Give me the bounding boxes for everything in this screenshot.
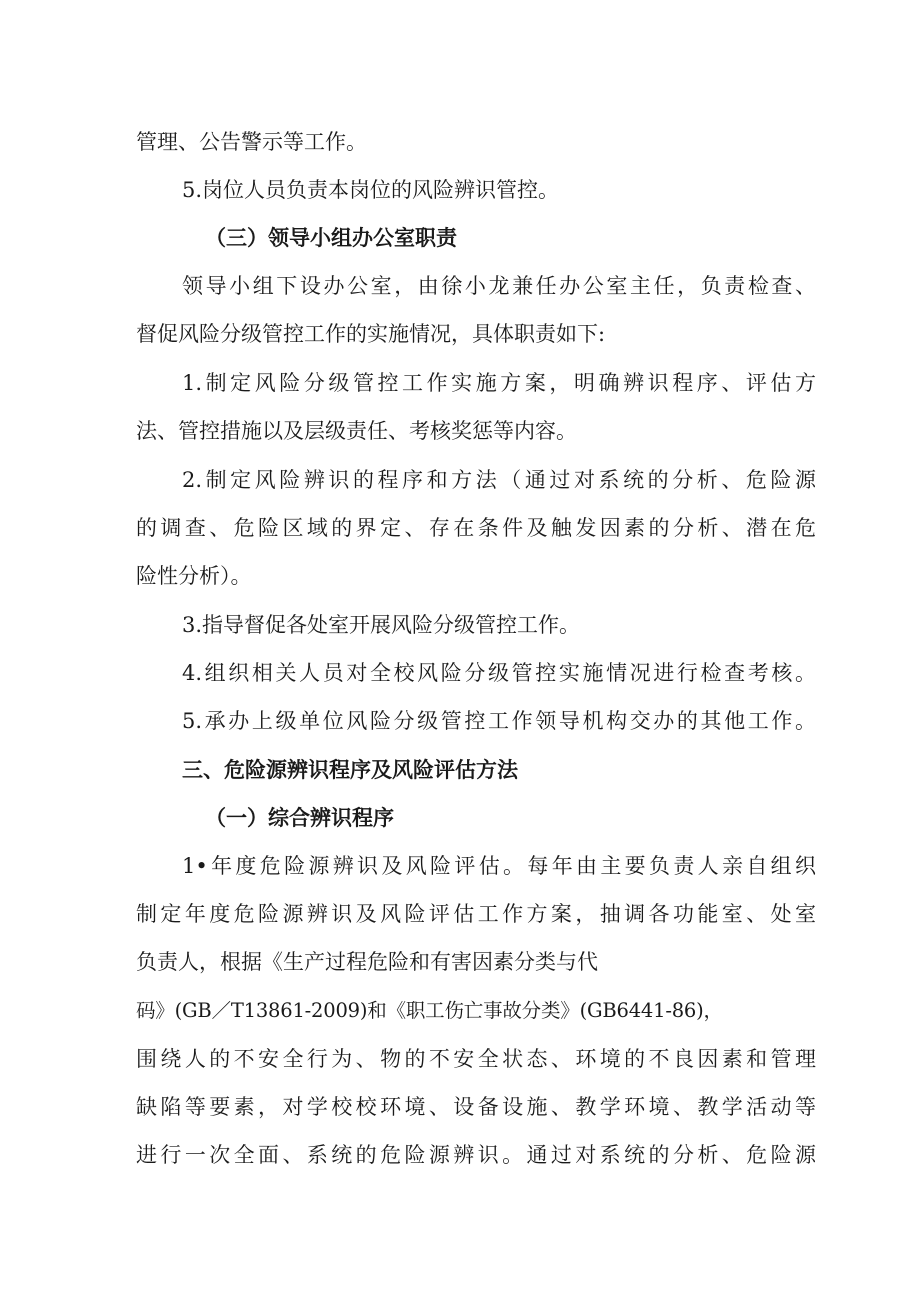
list-item: 4.组织相关人员对全校风险分级管控实施情况进行检查考核。 [182, 661, 816, 685]
paragraph-line: 管理、公告警示等工作。 [136, 130, 367, 154]
paragraph-line: 法、管控措施以及层级责任、考核奖惩等内容。 [136, 419, 577, 443]
subsection-heading: （一）综合辨识程序 [205, 805, 394, 830]
paragraph-line: 领导小组下设办公室，由徐小龙兼任办公室主任，负责检查、 [182, 274, 816, 298]
list-item: 5.岗位人员负责本岗位的风险辨识管控。 [182, 178, 560, 202]
section-heading: 三、危险源辨识程序及风险评估方法 [182, 757, 518, 782]
list-item: 2.制定风险辨识的程序和方法（通过对系统的分析、危险源 [182, 468, 816, 492]
paragraph-line: 围绕人的不安全行为、物的不安全状态、环境的不良因素和管理 [136, 1047, 816, 1071]
paragraph-line: 1•年度危险源辨识及风险评估。每年由主要负责人亲自组织 [182, 854, 816, 878]
paragraph-line: 负责人，根据《生产过程危险和有害因素分类与代 [136, 950, 598, 974]
paragraph-line: 进行一次全面、系统的危险源辨识。通过对系统的分析、危险源 [136, 1143, 816, 1167]
paragraph-line: 督促风险分级管控工作的实施情况，具体职责如下: [136, 322, 606, 346]
list-item: 3.指导督促各处室开展风险分级管控工作。 [182, 613, 581, 637]
paragraph-line: 险性分析）。 [136, 564, 252, 588]
paragraph-line: 码》(GB／T13861-2009)和《职工伤亡事故分类》(GB6441-86)， [136, 999, 723, 1022]
section-heading: （三）领导小组办公室职责 [205, 225, 457, 250]
paragraph-line: 缺陷等要素，对学校校环境、设备设施、教学环境、教学活动等 [136, 1095, 816, 1119]
paragraph-line: 制定年度危险源辨识及风险评估工作方案，抽调各功能室、处室 [136, 902, 816, 926]
list-item: 5.承办上级单位风险分级管控工作领导机构交办的其他工作。 [182, 709, 816, 733]
list-item: 1.制定风险分级管控工作实施方案，明确辨识程序、评估方 [182, 371, 816, 395]
paragraph-line: 的调查、危险区域的界定、存在条件及触发因素的分析、潜在危 [136, 516, 816, 540]
